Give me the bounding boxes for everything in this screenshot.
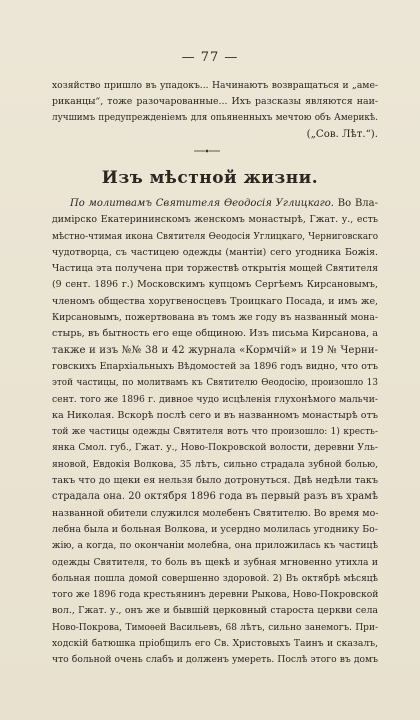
source-citation: („Сов. Лѣт.“). bbox=[306, 128, 378, 140]
text-line: названной обители служился молебенъ Святителю. Во время мо- bbox=[52, 507, 378, 519]
text-line: стырь, въ бытность его еще общиною. Изъ письма Кирсанова, а bbox=[52, 328, 378, 340]
text-line: мѣстно-чтимая икона Святителя Ѳеодосія Углицкаго, Черниговскаго bbox=[52, 231, 378, 242]
text-line: Кирсановымъ, пожертвована въ томъ же году въ названный мона- bbox=[52, 312, 378, 324]
text-line: ходскій батюшка пріобщилъ его Св. Христовыхъ Таинъ и сказалъ, bbox=[52, 638, 378, 650]
text-line: чудотворца, съ частицею одежды (мантіи) сего угодника Божія. bbox=[52, 246, 378, 258]
text-line: димірско Екатерининскомъ женскомъ монастырѣ, Гжат. у., есть bbox=[52, 214, 378, 226]
text-line: лучшимъ предупрежденіемъ для опьяненныхъ мечтою объ Америкѣ. bbox=[52, 113, 378, 124]
text-line: лебна была и больная Волкова, и усердно молилась угоднику Бо- bbox=[52, 523, 378, 535]
text-line: той же частицы одежды Святителя вотъ что произошло: 1) кресть- bbox=[52, 427, 378, 438]
page-number: — 77 — bbox=[181, 50, 239, 65]
text-line: жію, а когда, по окончаніи молебна, она приложилась къ частицѣ bbox=[52, 540, 378, 552]
text-line: одежды Святителя, то боль въ щекѣ и зубная мгновенно утихла и bbox=[52, 556, 378, 568]
text-line: страдала она. 20 октября 1896 года въ первый разъ въ храмѣ bbox=[52, 491, 378, 503]
closing-paragraph bbox=[52, 78, 378, 143]
text-line: риканцы“, тоже разочарованные... Ихъ разсказы являются наи- bbox=[52, 96, 378, 108]
text-line: больная пошла домой совершенно здоровой. 2) Въ октябрѣ мѣсяцѣ bbox=[52, 573, 378, 584]
text-line: сент. того же 1896 г. дивное чудо исцѣленія глухонѣмого мальчи- bbox=[52, 393, 378, 405]
text-line bbox=[52, 196, 378, 212]
text-line: такъ что до щеки ея нельзя было дотронуться. Двѣ недѣли такъ bbox=[52, 475, 378, 487]
text-line: ка Николая. Вскорѣ послѣ сего и въ названномъ монастырѣ отъ bbox=[52, 409, 378, 421]
text-line: этой частицы, по молитвамъ къ Святителю Ѳеодосію, произошло 13 bbox=[52, 378, 378, 389]
text-line: что больной очень слабъ и долженъ умереть. Послѣ этого въ домъ bbox=[52, 654, 378, 666]
text-line: говскихъ Епархіальныхъ Вѣдомостей за 1896 годъ видно, что отъ bbox=[52, 360, 378, 372]
article-body bbox=[52, 196, 378, 669]
text-line: Ново-Покрова, Тимоѳей Васильевъ, 68 лѣтъ, сильно занемогъ. При- bbox=[52, 622, 378, 633]
article-heading-italic: По молитвамъ Святителя Ѳеодосія Углицкаго. bbox=[70, 198, 334, 209]
text-line: также и изъ №№ 38 и 42 журнала «Кормчій» и 19 № Черни- bbox=[52, 344, 378, 356]
text-line: вол., Гжат. у., онъ же и бывшій церковный староста церкви села bbox=[52, 605, 378, 617]
text-line: членомъ общества хоругвеносцевъ Троицкаго Посада, и имъ же, bbox=[52, 295, 378, 307]
text-line: янка Смол. губ., Гжат. у., Ново-Покровской волости, деревни Уль- bbox=[52, 442, 378, 454]
text-line: яновой, Евдокія Волкова, 35 лѣтъ, сильно страдала зубной болью, bbox=[52, 458, 378, 470]
text-line: хозяйство пришло въ упадокъ... Начинаютъ возвращаться и „аме- bbox=[52, 80, 378, 91]
divider-ornament bbox=[194, 148, 220, 154]
section-title: Изъ мѣстной жизни. bbox=[101, 168, 319, 188]
text-fragment: Во Вла- bbox=[333, 198, 378, 209]
text-line: Частица эта получена при торжествѣ открытія мощей Святителя bbox=[52, 263, 378, 275]
text-line: (9 сент. 1896 г.) Московскимъ купцомъ Сергѣемъ Кирсановымъ, bbox=[52, 279, 378, 291]
text-line: того же 1896 года крестьянинъ деревни Рыкова, Ново-Покровской bbox=[52, 589, 378, 601]
